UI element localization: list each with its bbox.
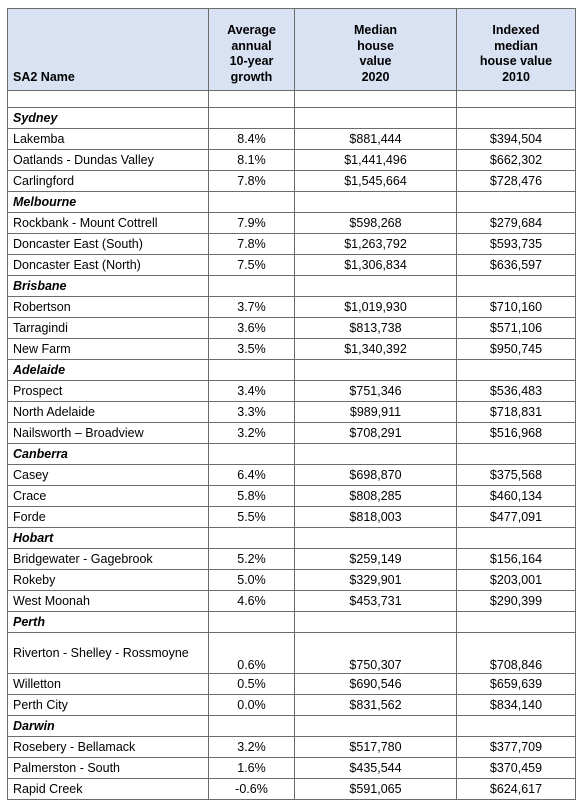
table-row (8, 402, 576, 423)
indexed-2010-cell: $394,504 (457, 129, 576, 150)
growth-cell: 6.4% (209, 465, 295, 486)
growth-cell: 0.5% (209, 674, 295, 695)
growth-cell: 5.0% (209, 570, 295, 591)
sa2-name-cell: Palmerston - South (8, 758, 209, 779)
table-row (8, 465, 576, 486)
sa2-name-cell: Prospect (8, 381, 209, 402)
table-header (8, 9, 576, 91)
empty-cell (209, 108, 295, 129)
city-group-row (8, 192, 576, 213)
header-indexed-2010: Indexed median house value 2010 (457, 9, 576, 91)
indexed-2010-cell: $290,399 (457, 591, 576, 612)
growth-cell: 7.8% (209, 171, 295, 192)
empty-cell (457, 108, 576, 129)
median-2020-cell: $881,444 (295, 129, 457, 150)
growth-cell: 8.4% (209, 129, 295, 150)
growth-cell: -0.6% (209, 779, 295, 800)
median-2020-cell: $698,870 (295, 465, 457, 486)
median-2020-cell: $813,738 (295, 318, 457, 339)
indexed-2010-cell: $593,735 (457, 234, 576, 255)
empty-cell (457, 276, 576, 297)
empty-cell (209, 360, 295, 381)
indexed-2010-cell: $710,160 (457, 297, 576, 318)
indexed-2010-cell: $203,001 (457, 570, 576, 591)
median-2020-cell: $1,306,834 (295, 255, 457, 276)
table-row (8, 507, 576, 528)
sa2-name-cell: Rosebery - Bellamack (8, 737, 209, 758)
median-2020-cell: $708,291 (295, 423, 457, 444)
empty-cell (457, 612, 576, 633)
median-2020-cell: $259,149 (295, 549, 457, 570)
table-row (8, 549, 576, 570)
table-row (8, 171, 576, 192)
sa2-name-cell: Nailsworth – Broadview (8, 423, 209, 444)
indexed-2010-cell: $662,302 (457, 150, 576, 171)
sa2-name-cell: Rockbank - Mount Cottrell (8, 213, 209, 234)
median-2020-cell: $751,346 (295, 381, 457, 402)
sa2-name-cell: Rapid Creek (8, 779, 209, 800)
growth-cell: 5.2% (209, 549, 295, 570)
city-name: Hobart (8, 528, 209, 549)
sa2-name-cell: Doncaster East (South) (8, 234, 209, 255)
table-row (8, 758, 576, 779)
median-2020-cell: $453,731 (295, 591, 457, 612)
growth-cell: 1.6% (209, 758, 295, 779)
header-median-2020: Median house value 2020 (295, 9, 457, 91)
city-name: Sydney (8, 108, 209, 129)
table-row (8, 591, 576, 612)
city-group-row (8, 444, 576, 465)
median-2020-cell: $1,019,930 (295, 297, 457, 318)
empty-cell (295, 360, 457, 381)
median-2020-cell: $750,307 (295, 633, 457, 674)
indexed-2010-cell: $536,483 (457, 381, 576, 402)
house-value-table (7, 8, 576, 800)
sa2-name-cell: Perth City (8, 695, 209, 716)
empty-cell (295, 528, 457, 549)
empty-cell (209, 716, 295, 737)
indexed-2010-cell: $370,459 (457, 758, 576, 779)
growth-cell: 7.9% (209, 213, 295, 234)
sa2-name-cell: Casey (8, 465, 209, 486)
table-row (8, 234, 576, 255)
sa2-name-cell: Carlingford (8, 171, 209, 192)
table-row (8, 297, 576, 318)
growth-cell: 0.0% (209, 695, 295, 716)
indexed-2010-cell: $834,140 (457, 695, 576, 716)
city-name: Melbourne (8, 192, 209, 213)
growth-cell: 3.4% (209, 381, 295, 402)
empty-cell (209, 612, 295, 633)
sa2-name-cell: Crace (8, 486, 209, 507)
sa2-name-cell: Tarragindi (8, 318, 209, 339)
empty-cell (209, 444, 295, 465)
median-2020-cell: $517,780 (295, 737, 457, 758)
median-2020-cell: $1,441,496 (295, 150, 457, 171)
indexed-2010-cell: $516,968 (457, 423, 576, 444)
city-group-row (8, 108, 576, 129)
empty-cell (295, 612, 457, 633)
city-name: Darwin (8, 716, 209, 737)
table-row (8, 423, 576, 444)
sa2-name-cell: Doncaster East (North) (8, 255, 209, 276)
median-2020-cell: $435,544 (295, 758, 457, 779)
table-row (8, 339, 576, 360)
sa2-name-cell: Robertson (8, 297, 209, 318)
city-group-row (8, 276, 576, 297)
median-2020-cell: $989,911 (295, 402, 457, 423)
empty-cell (457, 716, 576, 737)
empty-cell (295, 444, 457, 465)
median-2020-cell: $831,562 (295, 695, 457, 716)
table-row (8, 633, 576, 674)
sa2-name-cell: West Moonah (8, 591, 209, 612)
table-container (7, 8, 576, 800)
growth-cell: 3.3% (209, 402, 295, 423)
table-row (8, 318, 576, 339)
city-name: Perth (8, 612, 209, 633)
growth-cell: 5.5% (209, 507, 295, 528)
empty-cell (295, 716, 457, 737)
growth-cell: 0.6% (209, 633, 295, 674)
indexed-2010-cell: $636,597 (457, 255, 576, 276)
sa2-name-cell: North Adelaide (8, 402, 209, 423)
sa2-name-cell: Oatlands - Dundas Valley (8, 150, 209, 171)
empty-cell (457, 360, 576, 381)
indexed-2010-cell: $950,745 (457, 339, 576, 360)
empty-cell (295, 108, 457, 129)
empty-cell (209, 192, 295, 213)
empty-cell (457, 192, 576, 213)
median-2020-cell: $818,003 (295, 507, 457, 528)
indexed-2010-cell: $477,091 (457, 507, 576, 528)
table-row (8, 255, 576, 276)
growth-cell: 3.2% (209, 737, 295, 758)
table-row (8, 129, 576, 150)
sa2-name-cell: Forde (8, 507, 209, 528)
median-2020-cell: $808,285 (295, 486, 457, 507)
growth-cell: 3.2% (209, 423, 295, 444)
table-row (8, 779, 576, 800)
indexed-2010-cell: $156,164 (457, 549, 576, 570)
sa2-name-cell: New Farm (8, 339, 209, 360)
growth-cell: 7.8% (209, 234, 295, 255)
empty-cell (209, 276, 295, 297)
city-group-row (8, 528, 576, 549)
indexed-2010-cell: $375,568 (457, 465, 576, 486)
indexed-2010-cell: $460,134 (457, 486, 576, 507)
indexed-2010-cell: $728,476 (457, 171, 576, 192)
header-sa2-name: SA2 Name (8, 9, 209, 91)
table-row (8, 570, 576, 591)
indexed-2010-cell: $377,709 (457, 737, 576, 758)
median-2020-cell: $591,065 (295, 779, 457, 800)
sa2-name-cell: Willetton (8, 674, 209, 695)
city-name: Brisbane (8, 276, 209, 297)
table-row (8, 737, 576, 758)
city-name: Adelaide (8, 360, 209, 381)
median-2020-cell: $690,546 (295, 674, 457, 695)
indexed-2010-cell: $624,617 (457, 779, 576, 800)
sa2-name-cell: Rokeby (8, 570, 209, 591)
sa2-name-cell: Lakemba (8, 129, 209, 150)
indexed-2010-cell: $718,831 (457, 402, 576, 423)
indexed-2010-cell: $571,106 (457, 318, 576, 339)
table-body (8, 91, 576, 800)
growth-cell: 7.5% (209, 255, 295, 276)
city-group-row (8, 360, 576, 381)
median-2020-cell: $329,901 (295, 570, 457, 591)
growth-cell: 3.6% (209, 318, 295, 339)
city-group-row (8, 612, 576, 633)
growth-cell: 4.6% (209, 591, 295, 612)
empty-cell (457, 444, 576, 465)
growth-cell: 3.5% (209, 339, 295, 360)
table-row (8, 486, 576, 507)
empty-cell (295, 192, 457, 213)
city-name: Canberra (8, 444, 209, 465)
growth-cell: 5.8% (209, 486, 295, 507)
sa2-name-cell: Bridgewater - Gagebrook (8, 549, 209, 570)
median-2020-cell: $1,545,664 (295, 171, 457, 192)
median-2020-cell: $1,340,392 (295, 339, 457, 360)
empty-cell (457, 528, 576, 549)
median-2020-cell: $1,263,792 (295, 234, 457, 255)
median-2020-cell: $598,268 (295, 213, 457, 234)
empty-cell (295, 276, 457, 297)
spacer-row (8, 91, 576, 108)
indexed-2010-cell: $279,684 (457, 213, 576, 234)
table-row (8, 674, 576, 695)
sa2-name-cell: Riverton - Shelley - Rossmoyne (8, 633, 209, 674)
table-row (8, 695, 576, 716)
indexed-2010-cell: $708,846 (457, 633, 576, 674)
table-row (8, 150, 576, 171)
table-row (8, 381, 576, 402)
table-row (8, 213, 576, 234)
growth-cell: 8.1% (209, 150, 295, 171)
growth-cell: 3.7% (209, 297, 295, 318)
header-growth: Average annual 10-year growth (209, 9, 295, 91)
empty-cell (209, 528, 295, 549)
indexed-2010-cell: $659,639 (457, 674, 576, 695)
city-group-row (8, 716, 576, 737)
header-row (8, 9, 576, 91)
